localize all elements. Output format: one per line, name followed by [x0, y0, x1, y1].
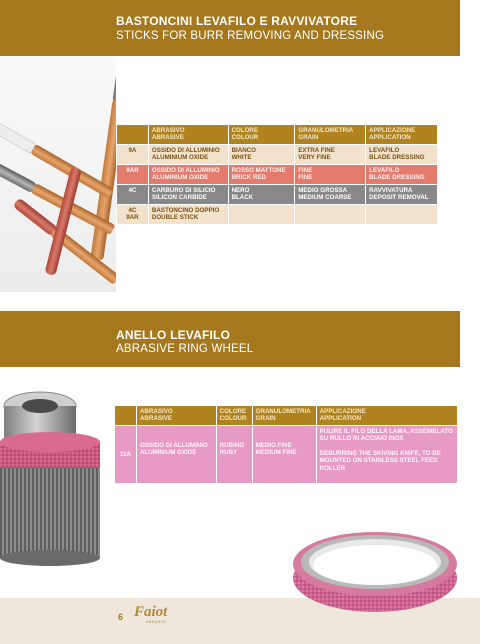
application-cell: LEVAFILO BLADE DRESSING	[366, 145, 438, 165]
header-grain: GRANULOMETRIA GRAIN	[252, 406, 316, 426]
table-row	[117, 205, 438, 225]
section1-subtitle: STICKS FOR BURR REMOVING AND DRESSING	[116, 30, 385, 42]
table-row	[115, 426, 458, 484]
sticks-photo	[0, 56, 116, 292]
table-row	[117, 145, 438, 165]
ring-wheel-photo	[290, 518, 460, 614]
colour-cell: BIANCO WHITE	[228, 145, 295, 165]
header-abrasive: ABRASIVO ABRASIVE	[148, 125, 228, 145]
abrasive-cell: OSSIDO DI ALLUMINIO ALUMINIUM OXIDE	[148, 165, 228, 185]
abrasive-cell: OSSIDO DI ALLUMINIO ALUMINIUM OXIDE	[148, 145, 228, 165]
header-colour: COLORE COLOUR	[216, 406, 252, 426]
product-code: 4C 9AR	[117, 205, 149, 225]
table-row	[117, 165, 438, 185]
header-application: APPLICAZIONE APPLICATION	[316, 406, 457, 426]
header-colour: COLORE COLOUR	[228, 125, 295, 145]
section2-header-band	[0, 311, 460, 367]
faiot-logo-subtitle: ABRASIVI	[146, 620, 167, 624]
sticks-spec-table	[116, 124, 438, 225]
application-cell: PULIRE IL FILO DELLA LAMA, ASSEMBLATO SU RULLO IN ACCIAIO INOX DEBURRING THE SKIVING KNIFE, TO BE MOUNTED ON STAINLESS STEEL FEED ROLLER	[316, 426, 457, 484]
colour-cell: ROSSO MATTONE BRICK RED	[228, 165, 295, 185]
header-grain: GRANULOMETRIA GRAIN	[295, 125, 366, 145]
header-code-cell	[117, 125, 149, 145]
application-cell: LEVAFILO BLADE DRESSING	[366, 165, 438, 185]
colour-cell	[228, 205, 295, 225]
product-code: 9AR	[117, 165, 149, 185]
abrasive-cell: BASTONCINO DOPPIO DOUBLE STICK	[148, 205, 228, 225]
application-cell: RAVVIVATURA DEPOSIT REMOVAL	[366, 185, 438, 205]
table-header-row	[115, 406, 458, 426]
header-application: APPLICAZIONE APPLICATION	[366, 125, 438, 145]
grain-cell: MEDIO FINE MEDIUM FINE	[252, 426, 316, 484]
ring-spec-table	[114, 405, 458, 484]
header-abrasive: ABRASIVO ABRASIVE	[136, 406, 216, 426]
grain-cell: MEDIO GROSSA MEDIUM COARSE	[295, 185, 366, 205]
colour-cell: NERO BLACK	[228, 185, 295, 205]
section2-subtitle: ABRASIVE RING WHEEL	[116, 343, 254, 355]
section2-title: ANELLO LEVAFILO	[116, 328, 231, 342]
faiot-logo: Faiot	[134, 604, 168, 620]
grain-cell: FINE FINE	[295, 165, 366, 185]
application-cell	[366, 205, 438, 225]
abrasive-cell: CARBURO DI SILICIO SILICON CARBIDE	[148, 185, 228, 205]
grain-cell	[295, 205, 366, 225]
abrasive-cell: OSSIDO DI ALLUMINIO ALUMINIUM OXIDE	[136, 426, 216, 484]
table-row	[117, 185, 438, 205]
ring-roller-photo	[0, 372, 112, 572]
section1-header-band	[0, 0, 460, 56]
table-header-row	[117, 125, 438, 145]
section1-title: BASTONCINI LEVAFILO E RAVVIVATORE	[116, 14, 358, 28]
grain-cell: EXTRA FINE VERY FINE	[295, 145, 366, 165]
product-code: 4C	[117, 185, 149, 205]
product-code: 11A	[115, 426, 137, 484]
product-code: 9A	[117, 145, 149, 165]
page-number: 6	[118, 612, 124, 622]
colour-cell: RUBINO RUBY	[216, 426, 252, 484]
header-code-cell	[115, 406, 137, 426]
